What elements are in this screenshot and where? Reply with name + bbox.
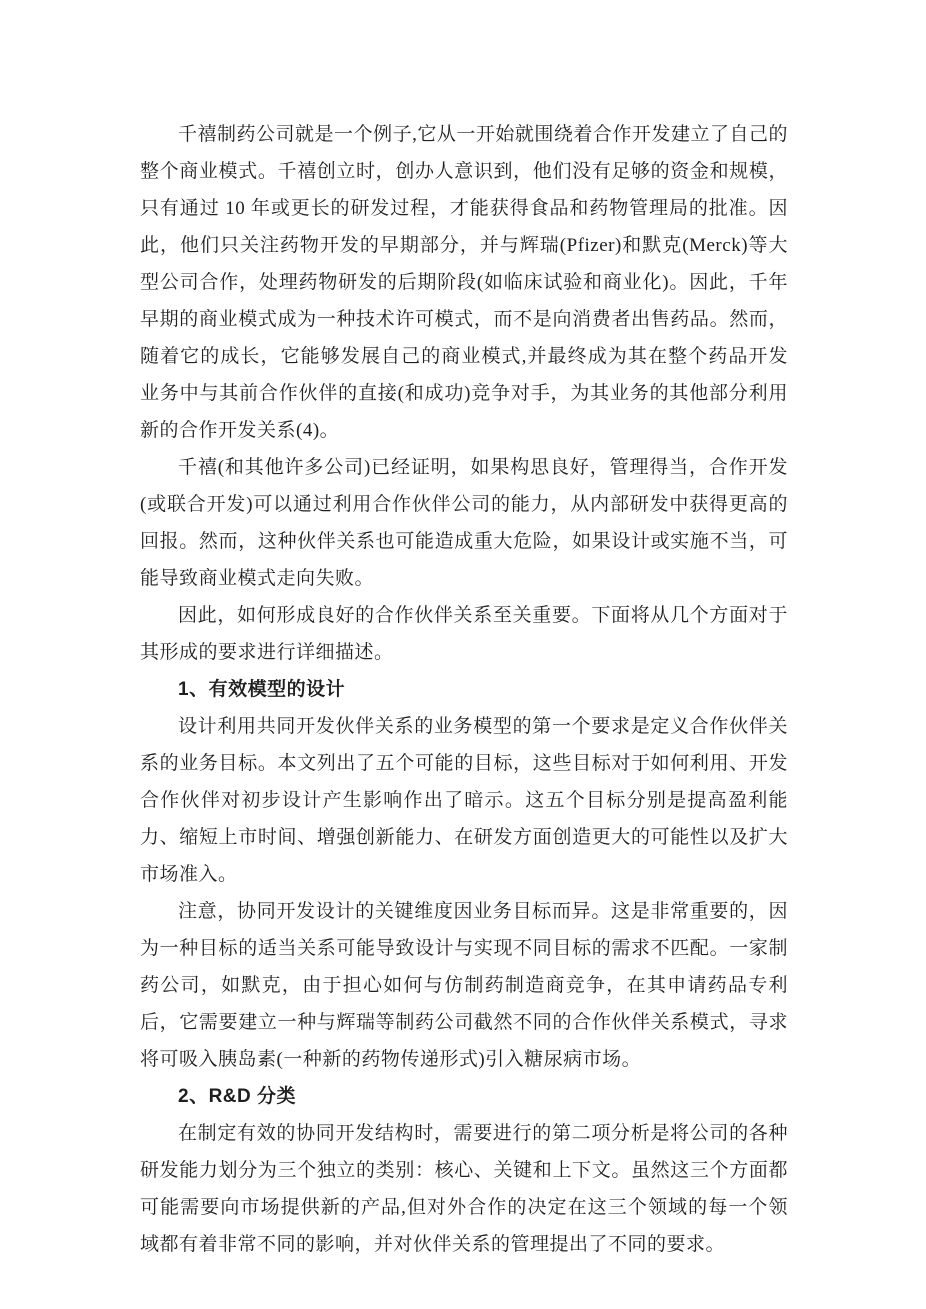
heading-rd-classification: 2、R&D 分类 bbox=[178, 1086, 297, 1107]
paragraph-partnership-importance: 因此，如何形成良好的合作伙伴关系至关重要。下面将从几个方面对于其形成的要求进行详细描述。 bbox=[140, 605, 788, 663]
paragraph-millennium-proof: 千禧(和其他许多公司)已经证明，如果构思良好，管理得当，合作开发(或联合开发)可以通过利用合作伙伴公司的能力，从内部研发中获得更高的回报。然而，这种伙伴关系也可能造成重大危险，如果设计或实施不当，可能导致商业模式走向失败。 bbox=[140, 457, 788, 589]
paragraph-rd-categories: 在制定有效的协同开发结构时，需要进行的第二项分析是将公司的各种研发能力划分为三个独立的类别：核心、关键和上下文。虽然这三个方面都可能需要向市场提供新的产品,但对外合作的决定在这三个领域的每一个领域都有着非常不同的影响，并对伙伴关系的管理提出了不同的要求。 bbox=[140, 1123, 788, 1255]
paragraph-business-goals: 设计利用共同开发伙伴关系的业务模型的第一个要求是定义合作伙伴关系的业务目标。本文列出了五个可能的目标，这些目标对于如何利用、开发合作伙伴对初步设计产生影响作出了暗示。这五个目标分别是提高盈利能力、缩短上市时间、增强创新能力、在研发方面创造更大的可能性以及扩大市场准入。 bbox=[140, 716, 788, 885]
paragraph-millennium-example: 千禧制药公司就是一个例子,它从一开始就围绕着合作开发建立了自己的整个商业模式。千禧创立时，创办人意识到，他们没有足够的资金和规模，只有通过 10 年或更长的研发过程，才能获得食品和药物管理局的批准。因此，他们只关注药物开发的早期部分，并与辉瑞(Pfizer)和默克(Merck)等大型公司合作，处理药物研发的后期阶段(如临床试验和商业化)。因此，千年早期的商业模式成为一种技术许可模式，而不是向消费者出售药品。然而，随着它的成长，它能够发展自己的商业模式,并最终成为其在整个药品开发业务中与其前合作伙伴的直接(和成功)竞争对手，为其业务的其他部分利用新的合作开发关系(4)。 bbox=[140, 124, 788, 441]
paragraph-key-dimensions: 注意，协同开发设计的关键维度因业务目标而异。这是非常重要的，因为一种目标的适当关系可能导致设计与实现不同目标的需求不匹配。一家制药公司，如默克，由于担心如何与仿制药制造商竞争，在其申请药品专利后，它需要建立一种与辉瑞等制药公司截然不同的合作伙伴关系模式，寻求将可吸入胰岛素(一种新的药物传递形式)引入糖尿病市场。 bbox=[140, 901, 788, 1070]
document-body bbox=[140, 116, 788, 1263]
heading-effective-model-design: 1、有效模型的设计 bbox=[178, 679, 346, 700]
